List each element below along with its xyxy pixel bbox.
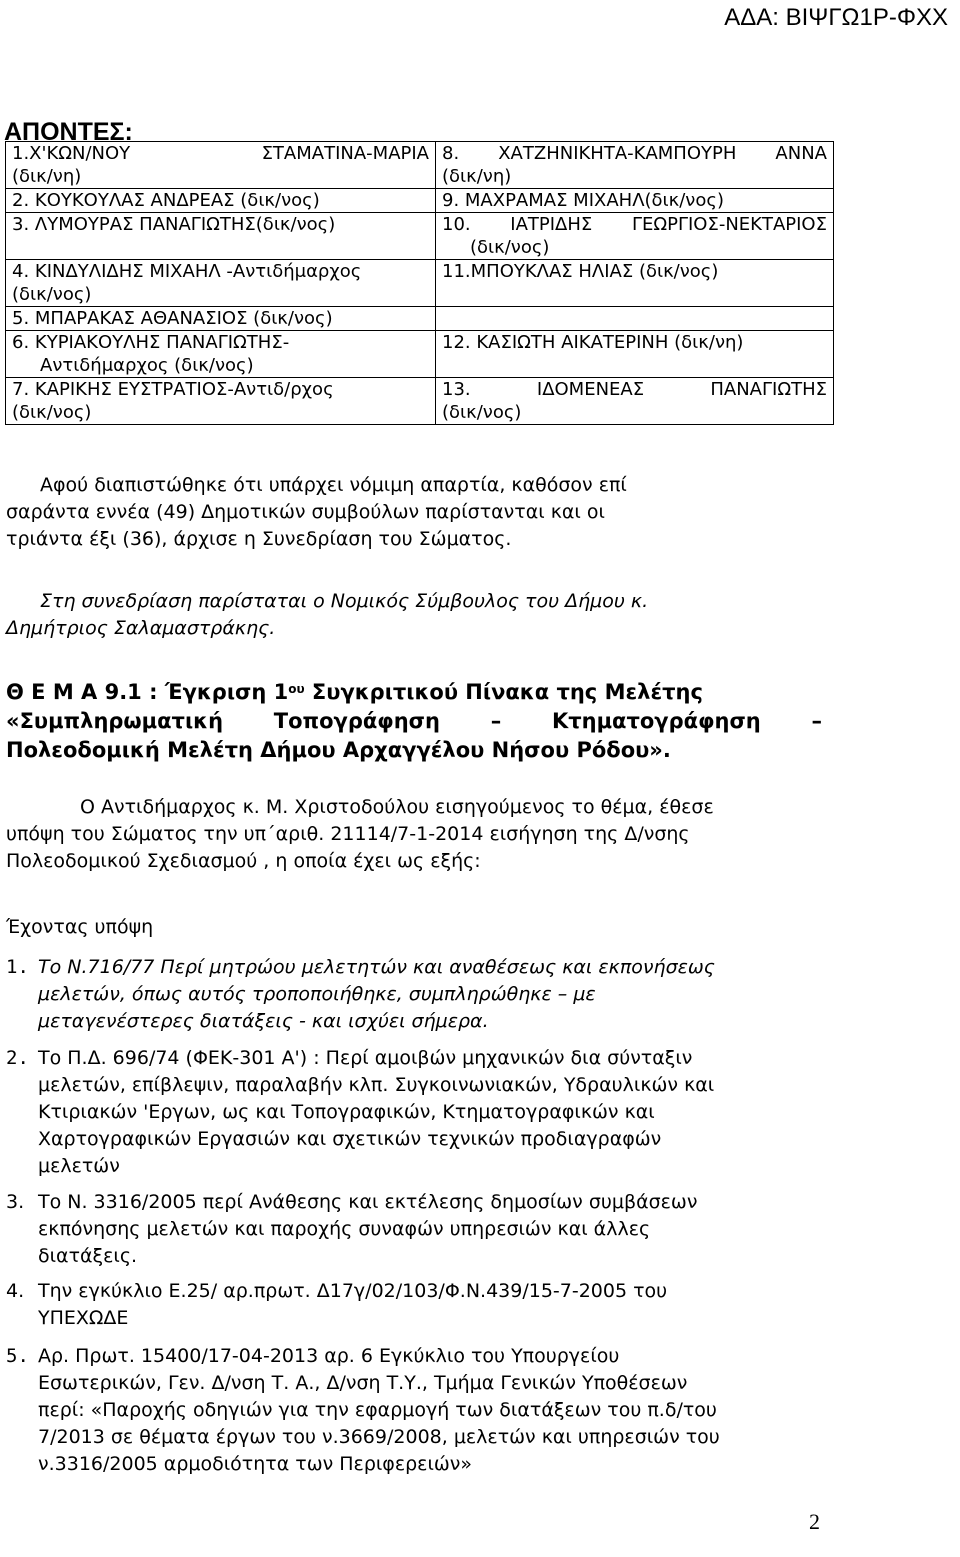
absent-name: 1.Χ'ΚΩΝ/ΝΟΥ <box>12 143 131 164</box>
item-number: 1. <box>6 956 29 978</box>
absent-num: 13. <box>442 379 471 400</box>
text-line: Το Π.Δ. 696/74 (ΦΕΚ-301 Α') : Περί αμοιβών μηχανικών δια σύνταξιν <box>38 1047 693 1069</box>
ada-code: ΑΔΑ: ΒΙΨΓΩ1Ρ-ΦΧΧ <box>724 4 948 31</box>
absent-name: ΙΑΤΡΙΔΗΣ <box>510 214 593 235</box>
list-item <box>6 1189 822 1270</box>
text-line: Αρ. Πρωτ. 15400/17-04-2013 αρ. 6 Εγκύκλιο του Υπουργείου <box>38 1345 620 1367</box>
absent-role: Αντιδήμαρχος (δικ/νος) <box>40 355 254 376</box>
list-item <box>6 954 822 1035</box>
absent-cell <box>436 213 834 260</box>
table-row <box>6 307 834 331</box>
item-number: 2. <box>6 1047 29 1069</box>
item-number: 4. <box>6 1280 25 1302</box>
item-number: 3. <box>6 1191 25 1213</box>
absent-name: ΧΑΤΖΗΝΙΚΗΤΑ-ΚΑΜΠΟΥΡΗ <box>498 143 737 164</box>
text-line: μελετών, όπως αυτός τροποποιήθηκε, συμπληρώθηκε – με <box>38 983 596 1005</box>
page-number: 2 <box>809 1509 820 1534</box>
table-row <box>6 142 834 189</box>
table-row <box>6 260 834 307</box>
absent-cell: 9. ΜΑΧΡΑΜΑΣ ΜΙΧΑΗΛ(δικ/νος) <box>436 189 834 213</box>
theme-word: – <box>811 709 822 733</box>
theme-number: Θ Ε Μ Α 9.1 <box>6 680 142 704</box>
text-line: Ο Αντιδήμαρχος κ. Μ. Χριστοδούλου εισηγούμενος το θέμα, έθεσε <box>80 796 714 818</box>
absent-role: (δικ/νη) <box>442 166 512 187</box>
absent-name: ΠΑΝΑΓΙΩΤΗΣ <box>710 379 827 400</box>
text-line: Εσωτερικών, Γεν. Δ/νση Τ. Α., Δ/νση Τ.Υ., Τμήμα Γενικών Υποθέσεων <box>38 1372 688 1394</box>
absent-cell <box>436 307 834 331</box>
absent-cell: 2. ΚΟΥΚΟΥΛΑΣ ΑΝΔΡΕΑΣ (δικ/νος) <box>6 189 436 213</box>
table-row <box>6 213 834 260</box>
text-line: Το Ν.716/77 Περί μητρώου μελετητών και αναθέσεως και εκπονήσεως <box>38 956 715 978</box>
theme-word: Τοπογράφηση <box>273 709 440 733</box>
absent-name: 4. ΚΙΝΔΥΛΙΔΗΣ ΜΙΧΑΗΛ -Αντιδήμαρχος <box>12 261 362 282</box>
absent-name: 7. ΚΑΡΙΚΗΣ ΕΥΣΤΡΑΤΙΟΣ-Αντιδ/ρχος <box>12 379 334 400</box>
absent-name: ΣΤΑΜΑΤΙΝΑ-ΜΑΡΙΑ <box>261 143 429 164</box>
list-item <box>6 1278 822 1332</box>
list-item <box>6 1045 822 1180</box>
text-line: Πολεοδομικού Σχεδιασμού , η οποία έχει ως εξής: <box>6 850 481 872</box>
text-line: μελετών, επίβλεψιν, παραλαβήν κλπ. Συγκοινωνιακών, Υδραυλικών και <box>38 1074 715 1096</box>
text-line: σαράντα εννέα (49) Δημοτικών συμβούλων παρίστανται και οι <box>6 501 605 523</box>
legal-advisor-paragraph <box>6 588 822 642</box>
text-line: Δημήτριος Σαλαμαστράκης. <box>6 617 276 639</box>
text-line: εκπόνησης μελετών και παροχής συναφών υπηρεσιών και άλλες <box>38 1218 651 1240</box>
text-line: Την εγκύκλιο Ε.25/ αρ.πρωτ. Δ17γ/02/103/Φ.Ν.439/15-7-2005 του <box>38 1280 668 1302</box>
text-line: διατάξεις. <box>38 1245 138 1267</box>
absent-num: 8. <box>442 143 460 164</box>
text-line: τριάντα έξι (36), άρχισε η Συνεδρίαση του Σώματος. <box>6 528 512 550</box>
absent-cell: 11.ΜΠΟΥΚΛΑΣ ΗΛΙΑΣ (δικ/νος) <box>436 260 834 307</box>
absent-name: ΑΝΝΑ <box>775 143 827 164</box>
theme-title-part: Πολεοδομική Μελέτη Δήμου Αρχαγγέλου Νήσου Ρόδου». <box>6 738 671 762</box>
absent-cell <box>436 142 834 189</box>
text-line: Κτιριακών 'Εργων, ως και Τοπογραφικών, Κτηματογραφικών και <box>38 1101 655 1123</box>
absent-role: (δικ/νος) <box>442 402 522 423</box>
theme-word: «Συμπληρωματική <box>6 709 224 733</box>
absent-name: ΓΕΩΡΓΙΟΣ-ΝΕΚΤΑΡΙΟΣ <box>631 214 827 235</box>
text-line: μεταγενέστερες διατάξεις - και ισχύει σήμερα. <box>38 1010 489 1032</box>
having-in-mind: Έχοντας υπόψη <box>6 916 154 938</box>
text-line: Στη συνεδρίαση παρίσταται ο Νομικός Σύμβουλος του Δήμου κ. <box>40 590 649 612</box>
theme-title-part: : Έγκριση 1 <box>141 680 289 704</box>
absent-role: (δικ/νος) <box>12 402 92 423</box>
absent-role: (δικ/νη) <box>12 166 82 187</box>
absent-cell <box>6 331 436 378</box>
text-line: ν.3316/2005 αρμοδιότητα των Περιφερειών» <box>38 1453 473 1475</box>
absent-role: (δικ/νος) <box>470 237 550 258</box>
text-line: ΥΠΕΧΩΔΕ <box>38 1307 129 1329</box>
absent-cell: 5. ΜΠΑΡΑΚΑΣ ΑΘΑΝΑΣΙΟΣ (δικ/νος) <box>6 307 436 331</box>
text-line: υπόψη του Σώματος την υπ΄αριθ. 21114/7-1-2014 εισήγηση της Δ/νσης <box>6 823 690 845</box>
text-line: Χαρτογραφικών Εργασιών και σχετικών τεχνικών προδιαγραφών <box>38 1128 662 1150</box>
theme-word: Κτηματογράφηση <box>551 709 761 733</box>
absent-table <box>5 141 834 425</box>
absent-role: (δικ/νος) <box>12 284 92 305</box>
text-line: Αφού διαπιστώθηκε ότι υπάρχει νόμιμη απαρτία, καθόσον επί <box>40 474 627 496</box>
intro-paragraph <box>6 794 822 875</box>
list-item <box>6 1343 822 1478</box>
text-line: 7/2013 σε θέματα έργων του ν.3669/2008, μελετών και υπηρεσιών του <box>38 1426 720 1448</box>
text-line: περί: «Παροχής οδηγιών για την εφαρμογή των διατάξεων του π.δ/του <box>38 1399 717 1421</box>
absent-heading: ΑΠΟΝΤΕΣ: <box>4 118 133 146</box>
theme-heading <box>6 678 822 765</box>
text-line: Το Ν. 3316/2005 περί Ανάθεσης και εκτέλεσης δημοσίων συμβάσεων <box>38 1191 698 1213</box>
table-row <box>6 378 834 425</box>
table-row <box>6 331 834 378</box>
table-row <box>6 189 834 213</box>
theme-title-part: Συγκριτικού Πίνακα της Μελέτης <box>304 680 703 704</box>
absent-name: 6. ΚΥΡΙΑΚΟΥΛΗΣ ΠΑΝΑΓΙΩΤΗΣ- <box>12 332 290 353</box>
theme-superscript: ου <box>288 682 305 696</box>
theme-word: – <box>490 709 502 733</box>
absent-num: 10. <box>442 214 471 235</box>
text-line: μελετών <box>38 1155 120 1177</box>
quorum-paragraph <box>6 472 822 553</box>
absent-cell <box>6 378 436 425</box>
absent-cell: 12. ΚΑΣΙΩΤΗ ΑΙΚΑΤΕΡΙΝΗ (δικ/νη) <box>436 331 834 378</box>
absent-cell <box>6 142 436 189</box>
absent-cell <box>6 260 436 307</box>
absent-name: ΙΔΟΜΕΝΕΑΣ <box>536 379 645 400</box>
absent-cell: 3. ΛΥΜΟΥΡΑΣ ΠΑΝΑΓΙΩΤΗΣ(δικ/νος) <box>6 213 436 260</box>
absent-cell <box>436 378 834 425</box>
item-number: 5. <box>6 1345 29 1367</box>
